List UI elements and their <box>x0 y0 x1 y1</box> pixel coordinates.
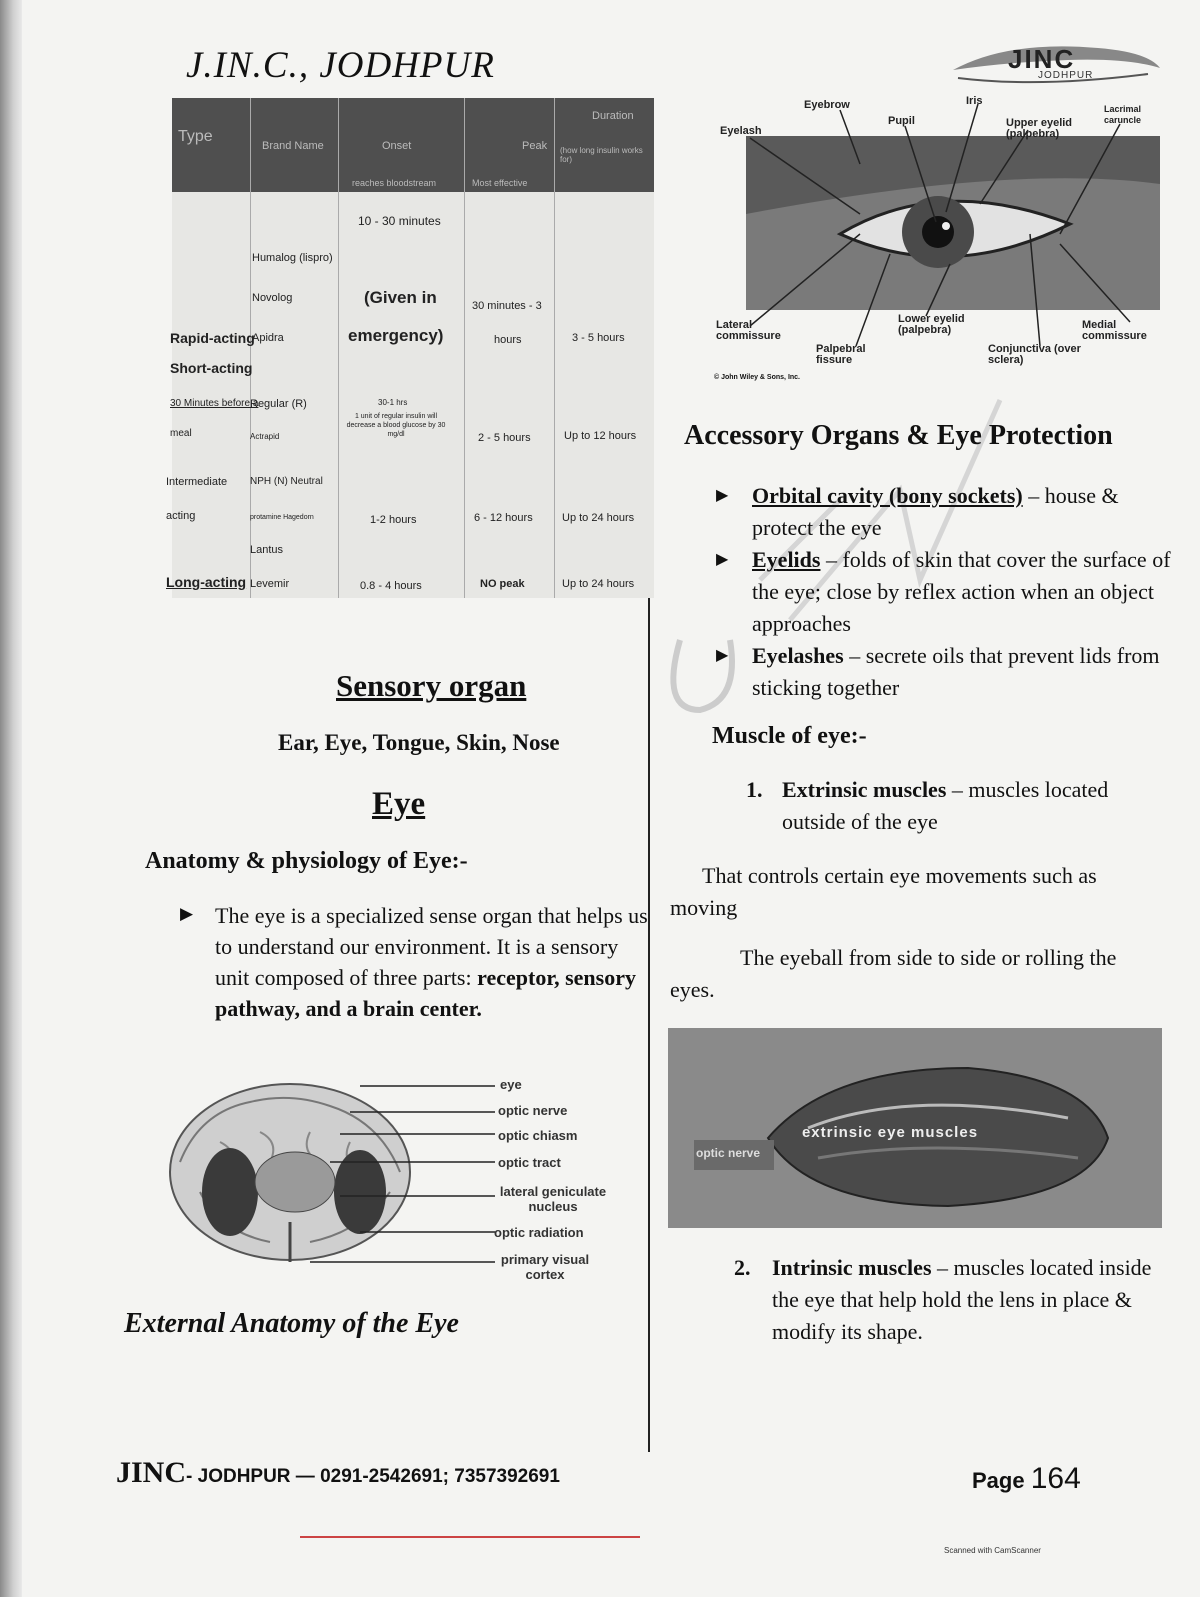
cell-inter-duration: Up to 24 hours <box>562 512 635 524</box>
eye-description-text: The eye is a specialized sense organ that helps us to understand our environment. It is a sensory unit composed of three parts: <box>215 903 648 990</box>
cell-rapid-onset: 10 - 30 minutes <box>358 214 441 228</box>
label-visual-cortex: primary visual cortex <box>500 1252 590 1282</box>
logo-subtext: JODHPUR <box>1038 70 1094 81</box>
list-item <box>716 640 1176 704</box>
cell-long-peak: NO peak <box>480 578 525 590</box>
extrinsic-muscles-item <box>746 774 1166 838</box>
cell-humalog: Humalog (lispro) <box>252 252 333 264</box>
scanner-watermark: Scanned with CamScanner <box>944 1546 1041 1555</box>
cell-intermediate-acting: acting <box>166 510 196 522</box>
label-extrinsic-eye-muscles: extrinsic eye muscles <box>801 1124 979 1141</box>
th-brand: Brand Name <box>262 140 324 152</box>
accessory-organs-list <box>716 480 1176 704</box>
footer-phone: - JODHPUR — 0291-2542691; 7357392691 <box>186 1466 560 1487</box>
page-label: Page <box>972 1468 1031 1493</box>
logo-text: JINC <box>1008 44 1076 74</box>
cell-levemir: Levemir <box>250 578 290 590</box>
cell-rapid-peak-hours: hours <box>494 334 522 346</box>
cell-short-onset-note: 1 unit of regular insulin will decrease a blood glucose by 30 mg/dl <box>346 413 446 438</box>
cell-novolog: Novolog <box>252 292 293 304</box>
cell-intermediate: Intermediate <box>166 476 228 488</box>
eye-description-bold: receptor, sensory pathway, and a brain center. <box>215 965 636 1021</box>
cell-apidra: Apidra <box>252 332 284 344</box>
bullet-arrow-icon: ▶ <box>180 904 194 923</box>
cell-rapid-peak: 30 minutes - 3 <box>472 300 542 312</box>
table-col-line <box>338 98 339 598</box>
label-iris: Iris <box>966 95 983 107</box>
cell-short-duration: Up to 12 hours <box>564 430 637 442</box>
jinc-logo <box>948 40 1164 90</box>
bullet-arrow-icon: ▶ <box>716 487 729 504</box>
cell-short-note2: meal <box>170 428 192 439</box>
th-sub-duration: (how long insulin works for) <box>560 146 643 164</box>
table-col-line <box>554 98 555 598</box>
sensory-organ-heading: Sensory organ <box>336 668 527 703</box>
table-col-line <box>250 98 251 598</box>
eyeball-paragraph: The eyeball from side to side or rolling the eyes. <box>670 945 1117 1002</box>
label-eye: eye <box>500 1077 522 1092</box>
cell-long-type: Long-acting <box>166 574 247 590</box>
page-number-value: 164 <box>1030 1462 1081 1495</box>
label-medial-commissure: Medial commissure <box>1082 319 1147 342</box>
muscle-heading: Muscle of eye:- <box>712 723 867 749</box>
external-anatomy-heading: External Anatomy of the Eye <box>124 1308 459 1339</box>
extrinsic-muscle-photo <box>668 1028 1162 1228</box>
cell-lantus: Lantus <box>250 544 284 556</box>
item-term: Eyelashes <box>752 643 844 668</box>
label-optic-chiasm: optic chiasm <box>498 1128 578 1143</box>
label-optic-tract: optic tract <box>498 1155 561 1170</box>
header-title: J.IN.C., JODHPUR <box>186 45 495 86</box>
insulin-table-body <box>172 192 654 598</box>
item-number: 1. <box>746 777 763 802</box>
th-type: Type <box>178 128 213 145</box>
label-lower-eyelid: Lower eyelid (palpebra) <box>898 313 965 336</box>
cell-short-note: 30 Minutes before a <box>170 398 259 409</box>
intrinsic-text: – muscles located inside the eye that help hold the lens in place & modify its shape. <box>772 1255 1152 1344</box>
cell-inter-peak: 6 - 12 hours <box>474 512 533 524</box>
extrinsic-term: Extrinsic muscles <box>782 777 947 802</box>
label-upper-eyelid: Upper eyelid (palpebra) <box>1006 117 1073 140</box>
cell-rapid-type: Rapid-acting <box>170 330 255 346</box>
visual-pathway-figure <box>160 1072 620 1292</box>
intrinsic-term: Intrinsic muscles <box>772 1255 932 1280</box>
list-item <box>716 544 1176 640</box>
list-item <box>716 480 1176 544</box>
th-peak: Peak <box>522 140 548 152</box>
item-term: Orbital cavity (bony sockets) <box>752 483 1023 508</box>
eye-movement-paragraph: That controls certain eye movements such as moving <box>670 863 1097 920</box>
cell-short-peak: 2 - 5 hours <box>478 432 531 444</box>
label-optic-nerve-photo: optic nerve <box>696 1146 761 1160</box>
item-text: – house & protect the eye <box>752 483 1119 540</box>
anatomy-heading: Anatomy & physiology of Eye:- <box>145 848 468 874</box>
footer-brand: JINC <box>116 1456 187 1489</box>
item-number: 2. <box>734 1255 751 1280</box>
item-text: – secrete oils that prevent lids from sticking together <box>752 643 1160 700</box>
organs-list: Ear, Eye, Tongue, Skin, Nose <box>278 730 560 755</box>
extrinsic-text: – muscles located outside of the eye <box>782 777 1109 834</box>
intrinsic-muscles-item <box>734 1252 1164 1348</box>
bullet-arrow-icon: ▶ <box>716 551 729 568</box>
eye-copyright: © John Wiley & Sons, Inc. <box>714 374 800 381</box>
cell-short-type: Short-acting <box>170 360 253 376</box>
cell-long-duration: Up to 24 hours <box>562 578 635 590</box>
decorative-red-line <box>300 1536 640 1538</box>
accessory-organs-heading: Accessory Organs & Eye Protection <box>684 420 1113 451</box>
insulin-table-header <box>172 98 654 192</box>
th-sub-peak: Most effective <box>472 178 528 188</box>
label-optic-radiation: optic radiation <box>494 1225 584 1240</box>
cell-nph: NPH (N) Neutral <box>250 476 323 487</box>
label-palpebral-fissure: Palpebral fissure <box>816 343 866 366</box>
cell-regular: Regular (R) <box>250 398 307 410</box>
cell-inter-onset: 1-2 hours <box>370 514 417 526</box>
page-number <box>972 1462 1081 1496</box>
eye-heading: Eye <box>372 786 426 822</box>
label-optic-nerve: optic nerve <box>498 1103 568 1118</box>
label-lgn: lateral geniculate nucleus <box>499 1184 607 1214</box>
th-duration: Duration <box>592 110 634 122</box>
table-col-line <box>464 98 465 598</box>
th-sub-onset: reaches bloodstream <box>352 178 437 188</box>
cell-long-onset: 0.8 - 4 hours <box>360 580 422 592</box>
bullet-arrow-icon: ▶ <box>716 647 729 664</box>
eye-description <box>215 900 655 1024</box>
cell-emergency: emergency) <box>348 326 444 345</box>
label-conjunctiva: Conjunctiva (over sclera) <box>988 343 1081 366</box>
label-lacrimal-caruncle: Lacrimal caruncle <box>1104 104 1142 125</box>
cell-given-in: (Given in <box>364 288 437 307</box>
label-pupil: Pupil <box>888 115 915 127</box>
label-lateral-commissure: Lateral commissure <box>716 319 781 342</box>
cell-rapid-duration: 3 - 5 hours <box>572 332 625 344</box>
th-onset: Onset <box>382 140 412 152</box>
cell-actrapid: Actrapid <box>250 432 280 441</box>
cell-nph2: protamine Hagedorn <box>250 514 314 521</box>
label-eyelash: Eyelash <box>720 125 762 137</box>
item-text: – folds of skin that cover the surface of the eye; close by reflex action when an object approaches <box>752 547 1171 636</box>
external-eye-diagram <box>710 94 1164 384</box>
item-term: Eyelids <box>752 547 821 572</box>
page-edge-shadow <box>0 0 22 1597</box>
cell-short-onset: 30-1 hrs <box>378 398 408 407</box>
footer-contact <box>116 1456 560 1490</box>
label-eyebrow: Eyebrow <box>804 99 850 111</box>
